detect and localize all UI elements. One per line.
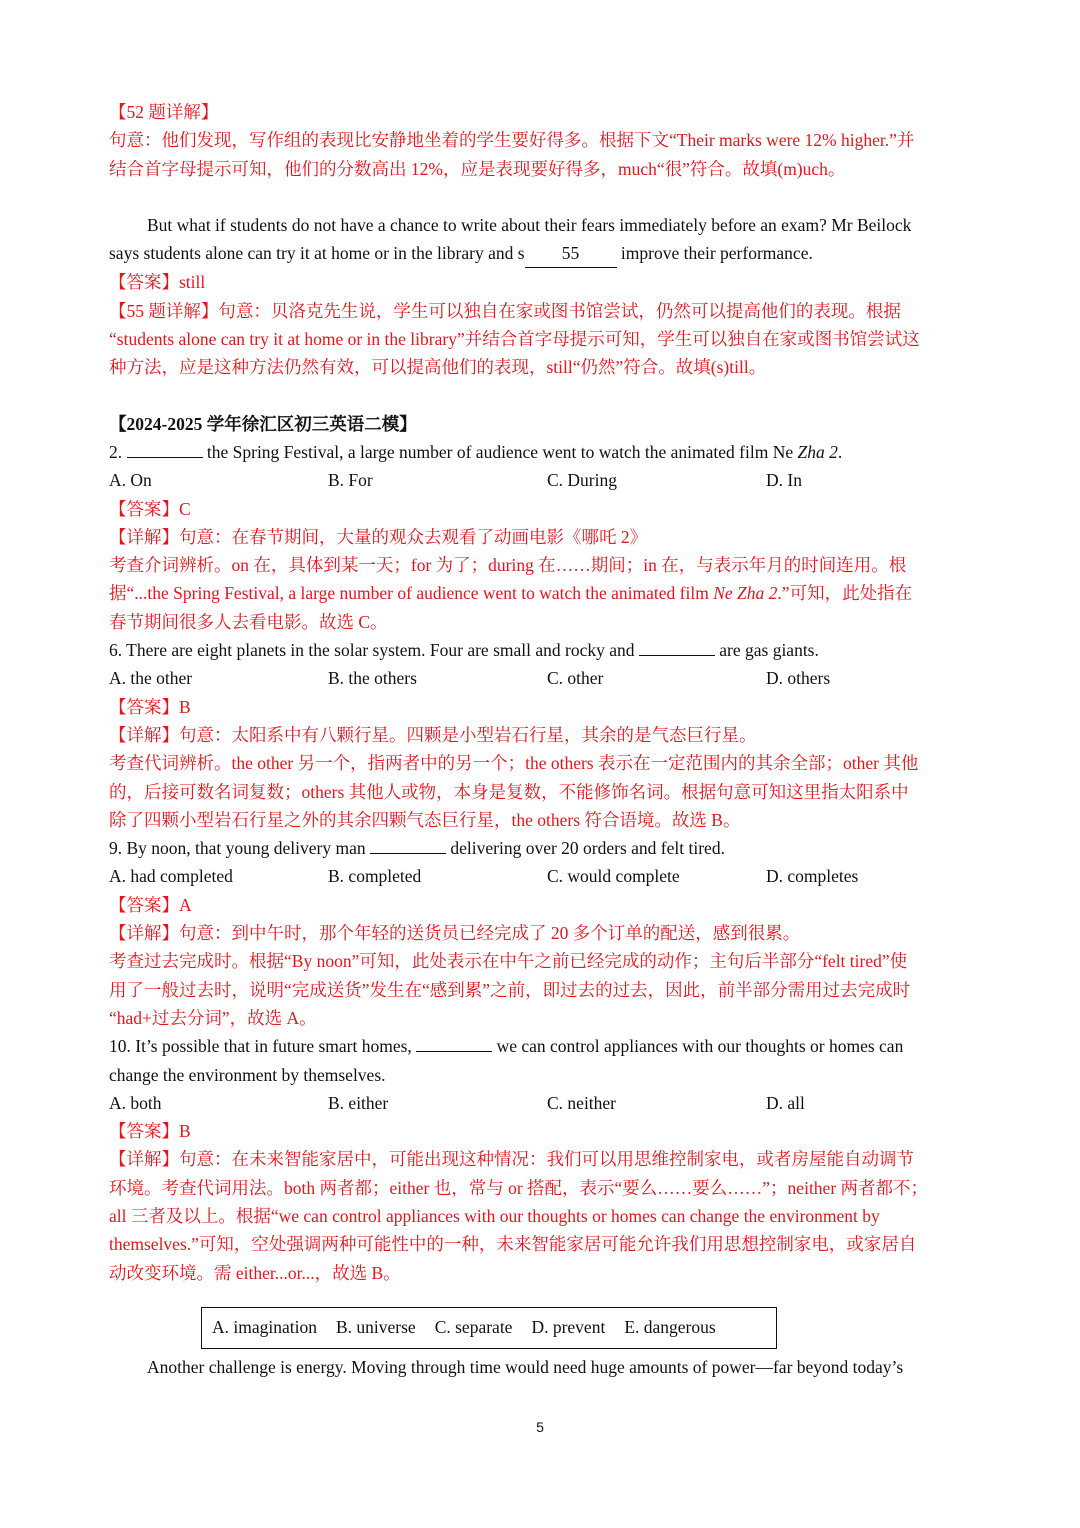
- spacer: [109, 183, 985, 211]
- word-bank-item: C. separate: [434, 1317, 513, 1338]
- q9-blank: [370, 853, 446, 854]
- q6-detail-line-4: 除了四颗小型岩石行星之外的其余四颗气态巨行星，the others 符合语境。故选 B。: [109, 809, 741, 830]
- q2-detail-line-4: 春节期间很多人去看电影。故选 C。: [109, 611, 388, 632]
- q55-detail-line-1: 【55 题详解】句意：贝洛克先生说，学生可以独自在家或图书馆尝试，仍然可以提高他们的表现。根据: [109, 300, 901, 321]
- q2-detail-3b: .”可知，此处指在: [777, 583, 913, 604]
- blank-55: 55: [525, 239, 617, 268]
- q55-detail-line-3: 种方法，应是这种方法仍然有效，可以提高他们的表现，still“仍然”符合。故填(s)till。: [109, 357, 767, 378]
- q10-detail-line-5: 动改变环境。需 either...or...，故选 B。: [109, 1262, 401, 1283]
- q6-option-a: A. the other: [109, 668, 193, 689]
- word-bank-box: [201, 1307, 777, 1349]
- word-bank-item: E. dangerous: [624, 1317, 716, 1338]
- word-bank-item: A. imagination: [212, 1317, 317, 1338]
- passage-line-2: [109, 239, 985, 268]
- q10-text-a: 10. It’s possible that in future smart homes,: [109, 1036, 417, 1057]
- q6-option-c: C. other: [547, 668, 604, 689]
- passage-text-b: improve their performance.: [616, 243, 813, 264]
- q2-detail-line-2: 考查介词辨析。on 在，具体到某一天；for 为了；during 在……期间；in 在，与表示年月的时间连用。根: [109, 555, 907, 576]
- q9-option-a: A. had completed: [109, 866, 233, 887]
- spacer: [109, 382, 985, 410]
- q9-option-b: B. completed: [328, 866, 422, 887]
- passage-line-1: But what if students do not have a chance to write about their fears immediately before an exam? Mr Beilock: [147, 214, 912, 235]
- q9-detail-line-4: “had+过去分词”，故选 A。: [109, 1007, 317, 1028]
- q2-stem: [109, 438, 985, 466]
- q10-detail-line-3: all 三者及以上。根据“we can control appliances with our thoughts or homes can change the environment by: [109, 1205, 880, 1226]
- page-number: 5: [536, 1419, 544, 1435]
- q6-detail-line-3: 的，后接可数名词复数；others 其他人或物，本身是复数，不能修饰名词。根据句意可知这里指太阳系中: [109, 781, 909, 802]
- q10-answer: 【答案】B: [109, 1121, 191, 1142]
- q9-text-a: 9. By noon, that young delivery man: [109, 838, 371, 859]
- q9-option-d: D. completes: [766, 866, 859, 887]
- q10-detail-line-1: 【详解】句意：在未来智能家居中，可能出现这种情况：我们可以用思维控制家电，或者房屋能自动调节: [109, 1149, 914, 1170]
- q9-text-b: delivering over 20 orders and felt tired.: [446, 838, 725, 859]
- q2-answer: 【答案】C: [109, 498, 191, 519]
- q52-title: 【52 题详解】: [109, 102, 219, 122]
- q2-detail-line-3: [109, 579, 985, 607]
- q52-detail-line-2: 结合首字母提示可知，他们的分数高出 12%，应是表现要好得多，much“很”符合。故填(m)uch。: [109, 158, 846, 179]
- section-title: 【2024-2025 学年徐汇区初三英语二模】: [109, 413, 417, 434]
- q10-options: [109, 1089, 985, 1117]
- q2-blank: [127, 457, 203, 458]
- q10-text-b: we can control appliances with our thoughts or homes can: [492, 1036, 904, 1057]
- q10-option-c: C. neither: [547, 1092, 617, 1113]
- q52-detail-line-1: 句意：他们发现，写作组的表现比安静地坐着的学生要好得多。根据下文“Their marks were 12% higher.”并: [109, 130, 915, 151]
- q2-detail-3-italic: Ne Zha 2: [713, 583, 778, 604]
- q55-detail-line-2: “students alone can try it at home or in the library”并结合首字母提示可知，学生可以独自在家或图书馆尝试这: [109, 329, 920, 350]
- q9-detail-line-2: 考查过去完成时。根据“By noon”可知，此处表示在中午之前已经完成的动作；主句后半部分“felt tired”使: [109, 951, 908, 972]
- q6-detail-line-2: 考查代词辨析。the other 另一个，指两者中的另一个；the others 表示在一定范围内的其余全部；other 其他: [109, 753, 919, 774]
- q2-option-a: A. On: [109, 470, 152, 491]
- q10-option-d: D. all: [766, 1092, 805, 1113]
- q6-blank: [639, 655, 715, 656]
- q2-detail-3a: 据“...the Spring Festival, a large number of audience went to watch the animated film: [109, 583, 714, 604]
- q9-answer: 【答案】A: [109, 894, 192, 915]
- q6-answer: 【答案】B: [109, 696, 191, 717]
- q9-detail-line-3: 用了一般过去时，说明“完成送货”发生在“感到累”之前，即过去的过去，因此，前半部分需用过去完成时: [109, 979, 911, 1000]
- q2-end: .: [837, 441, 843, 462]
- q2-italic-title: Zha 2: [797, 441, 838, 462]
- q10-option-b: B. either: [328, 1092, 389, 1113]
- q6-detail-line-1: 【详解】句意：太阳系中有八颗行星。四颗是小型岩石行星，其余的是气态巨行星。: [109, 724, 757, 745]
- q2-option-d: D. In: [766, 470, 802, 491]
- q2-detail-line-1: 【详解】句意：在春节期间，大量的观众去观看了动画电影《哪吒 2》: [109, 526, 648, 547]
- q2-number: 2.: [109, 441, 127, 462]
- q10-detail-line-2: 环境。考查代词用法。both 两者都；either 也，常与 or 搭配，表示“要么……要么……”；neither 两者都不；: [109, 1177, 929, 1198]
- document-body: [109, 98, 985, 1381]
- word-bank-item: D. prevent: [531, 1317, 606, 1338]
- word-bank-item: B. universe: [335, 1317, 416, 1338]
- q10-option-a: A. both: [109, 1092, 162, 1113]
- q6-text-b: are gas giants.: [714, 640, 819, 661]
- q55-answer: 【答案】still: [109, 272, 206, 293]
- q6-option-b: B. the others: [328, 668, 417, 689]
- passage-text-a: says students alone can try it at home or in the library and s: [109, 243, 525, 264]
- q6-options: [109, 664, 985, 692]
- q9-options: [109, 862, 985, 890]
- q9-detail-line-1: 【详解】句意：到中午时，那个年轻的送货员已经完成了 20 多个订单的配送，感到很累。: [109, 923, 801, 944]
- q6-text-a: 6. There are eight planets in the solar system. Four are small and rocky and: [109, 640, 639, 661]
- q2-option-c: C. During: [547, 470, 617, 491]
- q2-option-b: B. For: [328, 470, 373, 491]
- q10-detail-line-4: themselves.”可知，空处强调两种可能性中的一种，未来智能家居可能允许我们用思想控制家电，或家居自: [109, 1234, 917, 1255]
- q2-text: the Spring Festival, a large number of audience went to watch the animated film Ne: [202, 441, 798, 462]
- q6-option-d: D. others: [766, 668, 831, 689]
- q9-option-c: C. would complete: [547, 866, 680, 887]
- q9-stem: [109, 834, 985, 862]
- q2-options: [109, 466, 985, 494]
- q10-blank: [416, 1051, 492, 1052]
- q10-stem-line-2: change the environment by themselves.: [109, 1064, 386, 1085]
- q10-stem-line-1: [109, 1032, 985, 1060]
- q6-stem: [109, 636, 985, 664]
- closing-passage-line: Another challenge is energy. Moving through time would need huge amounts of power—far beyond today’s: [147, 1356, 904, 1377]
